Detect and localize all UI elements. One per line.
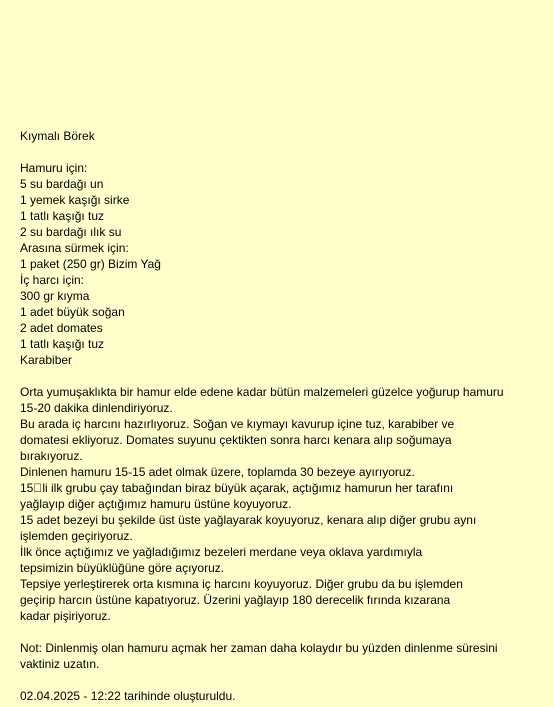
instruction-line: 15-20 dakika dinlendiriyoruz.: [20, 401, 173, 415]
instruction-line: kadar pişiriyoruz.: [20, 609, 111, 623]
ingredient-line: 1 adet büyük soğan: [20, 305, 125, 319]
spacer: [20, 368, 540, 384]
spacer: [20, 672, 540, 688]
instruction-line: Bu arada iç harcını hazırlıyoruz. Soğan ve kıymayı kavurup içine tuz, karabiber ve: [20, 417, 455, 431]
spacer: [20, 624, 540, 640]
note-line: Not: Dinlenmiş olan hamuru açmak her zaman daha kolaydır bu yüzden dinlenme süresini: [20, 641, 498, 655]
ingredient-line: 2 adet domates: [20, 321, 103, 335]
instruction-line: 15 li ilk grubu çay tabağından biraz büyük açarak, açtığımız hamurun her tarafını: [20, 481, 454, 495]
ingredient-line: 1 paket (250 gr) Bizim Yağ: [20, 257, 161, 271]
instruction-line: işlemden geçiriyoruz.: [20, 529, 133, 543]
ingredient-line: Hamuru için:: [20, 161, 88, 175]
note-block: [20, 640, 540, 672]
ingredient-line: 1 tatlı kaşığı tuz: [20, 337, 105, 351]
created-timestamp: 02.04.2025 - 12:22 tarihinde oluşturuldu.: [20, 689, 236, 703]
ingredient-line: 1 tatlı kaşığı tuz: [20, 209, 105, 223]
recipe-document: [20, 128, 540, 704]
instruction-line: Tepsiye yerleştirerek orta kısmına iç harcını koyuyoruz. Diğer grubu da bu işlemden: [20, 577, 463, 591]
instruction-line: yağlayıp diğer açtığımız hamuru üstüne koyuyoruz.: [20, 497, 292, 511]
instruction-line: geçirip harcın üstüne kapatıyoruz. Üzerini yağlayıp 180 derecelik fırında kızarana: [20, 593, 451, 607]
spacer: [20, 144, 540, 160]
note-line: vaktiniz uzatın.: [20, 657, 100, 671]
ingredient-line: 5 su bardağı un: [20, 177, 104, 191]
instruction-line: tepsimizin büyüklüğüne göre açıyoruz.: [20, 561, 225, 575]
ingredient-list: [20, 160, 540, 368]
instruction-line: İlk önce açtığımız ve yağladığımız bezeleri merdane veya oklava yardımıyla: [20, 545, 423, 559]
instruction-line: bırakıyoruz.: [20, 449, 83, 463]
instruction-list: [20, 384, 540, 624]
ingredient-line: Arasına sürmek için:: [20, 241, 129, 255]
ingredient-line: 2 su bardağı ılık su: [20, 225, 122, 239]
recipe-title: Kıymalı Börek: [20, 129, 95, 143]
instruction-line: domatesi ekliyoruz. Domates suyunu çektikten sonra harcı kenara alıp soğumaya: [20, 433, 452, 447]
ingredient-line: 1 yemek kaşığı sirke: [20, 193, 130, 207]
ingredient-line: Karabiber: [20, 353, 73, 367]
ingredient-line: 300 gr kıyma: [20, 289, 90, 303]
instruction-line: Dinlenen hamuru 15-15 adet olmak üzere, toplamda 30 bezeye ayırıyoruz.: [20, 465, 415, 479]
instruction-line: Orta yumuşaklıkta bir hamur elde edene kadar bütün malzemeleri güzelce yoğurup hamuru: [20, 385, 504, 399]
instruction-line: 15 adet bezeyi bu şekilde üst üste yağlayarak koyuyoruz, kenara alıp diğer grubu aynı: [20, 513, 477, 527]
ingredient-line: İç harcı için:: [20, 273, 85, 287]
